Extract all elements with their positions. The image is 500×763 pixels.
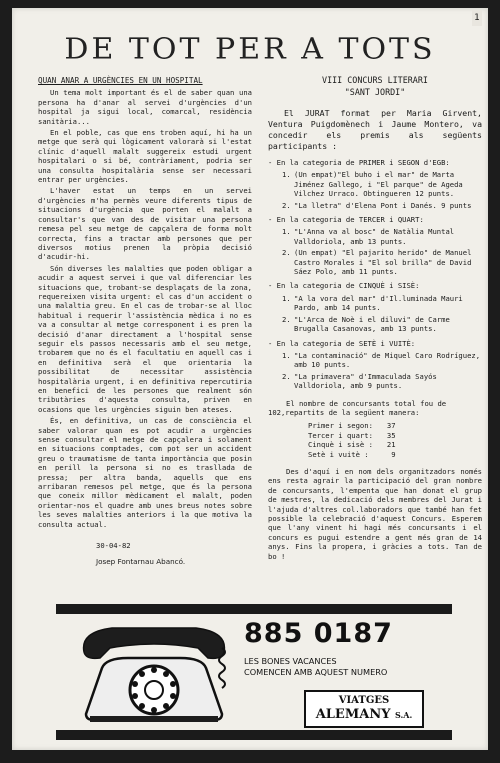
entry-text: (Un empat)"El buho i el mar" de Marta Jiménez Gallego, i "El parque" de Ageda Vilchez Urraco. Obtingueren 12 punts. xyxy=(294,170,463,199)
entry-text: "A la vora del mar" d'Il.luminada Mauri Pardo, amb 14 punts. xyxy=(294,293,463,313)
table-row xyxy=(308,440,396,449)
ad-top-bar xyxy=(56,604,452,614)
category-block xyxy=(268,158,482,210)
section-banner: DE TOT PER A TOTS xyxy=(64,32,436,67)
prize-entry xyxy=(282,170,482,198)
entry-text: (Un empat) "El pajarito herido" de Manuel Castro Morales i "El sol brilla" de David Sáez Polo, amb 11 punts. xyxy=(294,248,472,277)
participants-table xyxy=(308,421,396,459)
page-number-tab: 1 xyxy=(472,10,482,26)
entry-rank: 1. xyxy=(282,227,291,237)
article-urgencies xyxy=(38,76,252,566)
table-row xyxy=(308,421,396,430)
stat-value: 37 xyxy=(386,421,396,431)
rotary-phone-icon xyxy=(72,618,236,726)
table-row xyxy=(308,431,396,440)
entry-text: "La lletra" d'Elena Pont i Danés. 9 punts xyxy=(294,200,472,210)
entry-rank: 2. xyxy=(282,314,291,324)
entry-rank: 1. xyxy=(282,170,291,180)
phone-number: 885 0187 xyxy=(244,618,393,649)
jury-intro: El JURAT format per Maria Girvent, Ventura Puigdomènech i Jaume Montero, va concedir els premis als següents participants : xyxy=(268,108,482,151)
prize-entry xyxy=(282,248,482,276)
article-signature: Josep Fontarnau Abancó. xyxy=(96,556,186,566)
category-label: - En la categoria de TERCER i QUART: xyxy=(268,215,424,225)
prize-entry xyxy=(282,351,482,370)
entry-rank: 1. xyxy=(282,350,291,360)
magazine-page xyxy=(12,8,488,750)
stats-intro: El nombre de concursants total fou de 102,repartits de la següent manera: xyxy=(268,398,447,417)
prize-entry xyxy=(282,294,482,313)
agency-suffix: S.A. xyxy=(395,710,413,720)
prize-entry xyxy=(282,201,482,210)
article-paragraph: Un tema molt important és el de saber quan una persona ha d'anar al servei d'urgències d'un hospital ja sigui local, comarcal, residència sanitària... xyxy=(38,88,252,126)
stat-value: 9 xyxy=(391,449,396,459)
entry-rank: 1. xyxy=(282,293,291,303)
article-paragraph: És, en definitiva, un cas de consciència el saber valorar quan es pot acudir a urgències sense consultar el metge de capçalera i solament en situacions comptades, com pot ser un accident greu o traumatisme de tanta importància que posin en perill la persona si no es trasllada de pressa; per altra banda, aquells que ens arribaran remesos pel metge, que és la persona que coneix millor mèdicament el malalt, poden orientar-nos el quadre amb unes breus notes sobre les seves malalties anteriors i la que motiva la consulta actual. xyxy=(38,416,252,529)
article-paragraph: L'haver estat un temps en un servei d'urgències m'ha permès veure diferents tipus de situacions d'urgència que porten el malalt a consultar's que van des de visitar una persona remesa pel seu metge de capçalera de forma molt correcta, fins a tractar amb persones que per diversos motius prenen la pròpia decisió d'acudir-hi. xyxy=(38,186,252,262)
stat-value: 35 xyxy=(386,430,396,440)
article-date: 30-04-82 xyxy=(96,541,131,551)
ad-tagline-1: LES BONES VACANCES xyxy=(244,656,337,666)
article-paragraph: Són diverses les malalties que poden obligar a acudir a aquest servei i que val diferenciar les situacions que, trobant-se desplaçats de la zona, requereixen visita urgent: el cas d'un accident o una malaltia greu. En el cas de trobar-se al lloc habitual i requerir l'assistència mèdica i no es va a consultar al metge corresponent i es pren la decisió d'anar directament a l'hospital sense seguir els passos necessaris amb el seu metge, trobarem que no és el facultatiu en aquell cas i en definitiva serà el que orientaria la possibilitat de necessitar assistència hospitalària urgent, i en definitiva repercutiria en benefici de les persones que realment són tributàries d'aquesta consulta, priven en ocasions que les urgències siguin ben ateses. xyxy=(38,263,252,414)
stat-label: Primer i segon: xyxy=(308,421,373,431)
ad-tagline-2: COMENCEN AMB AQUEST NUMERO xyxy=(244,667,388,677)
entry-text: "L'Arca de Noè i el diluvi" de Carme Brugalla Casanovas, amb 13 punts. xyxy=(294,314,450,334)
agency-line-2 xyxy=(306,707,422,723)
agency-logo xyxy=(304,690,424,728)
category-label: - En la categoria de SETÈ i VUITÈ: xyxy=(268,338,416,348)
prize-entry xyxy=(282,372,482,391)
agency-name: ALEMANY xyxy=(315,707,391,722)
category-block xyxy=(268,281,482,333)
entry-rank: 2. xyxy=(282,371,291,381)
stat-label: Setè i vuitè : xyxy=(308,449,369,459)
entry-text: "La primavera" d'Immaculada Sayós Valldoriola, amb 9 punts. xyxy=(294,371,437,391)
prize-entry xyxy=(282,315,482,334)
stat-value: 21 xyxy=(386,440,396,450)
entry-text: "L'Anna va al bosc" de Natàlia Muntal Valldoriola, amb 13 punts. xyxy=(294,227,455,246)
category-label: - En la categoria de CINQUÈ i SISÈ: xyxy=(268,281,420,291)
ad-bottom-bar xyxy=(56,730,452,740)
category-label: - En la categoria de PRIMER i SEGON d'EGB: xyxy=(268,158,450,167)
entry-rank: 2. xyxy=(282,200,291,210)
stat-label: Tercer i quart: xyxy=(308,430,373,440)
entry-rank: 2. xyxy=(282,248,291,258)
category-block xyxy=(268,215,482,276)
stat-label: Cinquè i sisè : xyxy=(308,440,373,450)
closing-paragraph: Des d'aquí i en nom dels organitzadors només ens resta agrair la participació del gran nombre de concursants, l'empenta que han donat el grup de mestres, la dedicació dels membres del Jurat i l'ajuda d'altres col.laboradors que també han fet possible la celebració d'aquest Concurs. Esperem que l'any vinent hi hagi més concursants i el concurs es pugui estendre a gent més gran de 14 anys. Fins la propera, i gràcies a tots. Tan de bo ! xyxy=(268,466,482,561)
table-row xyxy=(308,450,396,459)
category-block xyxy=(268,339,482,391)
article-concurs xyxy=(268,74,482,568)
concurs-title: VIII CONCURS LITERARI xyxy=(322,75,428,85)
travel-advertisement xyxy=(56,604,452,740)
entry-text: "La contaminació" de Miquel Caro Rodríguez, amb 10 punts. xyxy=(294,350,481,370)
article-paragraph: En el poble, cas que ens troben aquí, hi ha un metge que serà qui lògicament valorarà si l'estat clínic d'aquell malalt suggereix estudi urgent hospitalari o si bé, contràriament, podria ser una consulta hospitalària sense ser necessari entrar per urgències. xyxy=(38,128,252,185)
article-heading: QUAN ANAR A URGÈNCIES EN UN HOSPITAL xyxy=(38,76,203,85)
prize-entry xyxy=(282,227,482,246)
agency-line-1: VIATGES xyxy=(338,695,390,706)
concurs-subtitle: "SANT JORDI" xyxy=(344,87,406,97)
